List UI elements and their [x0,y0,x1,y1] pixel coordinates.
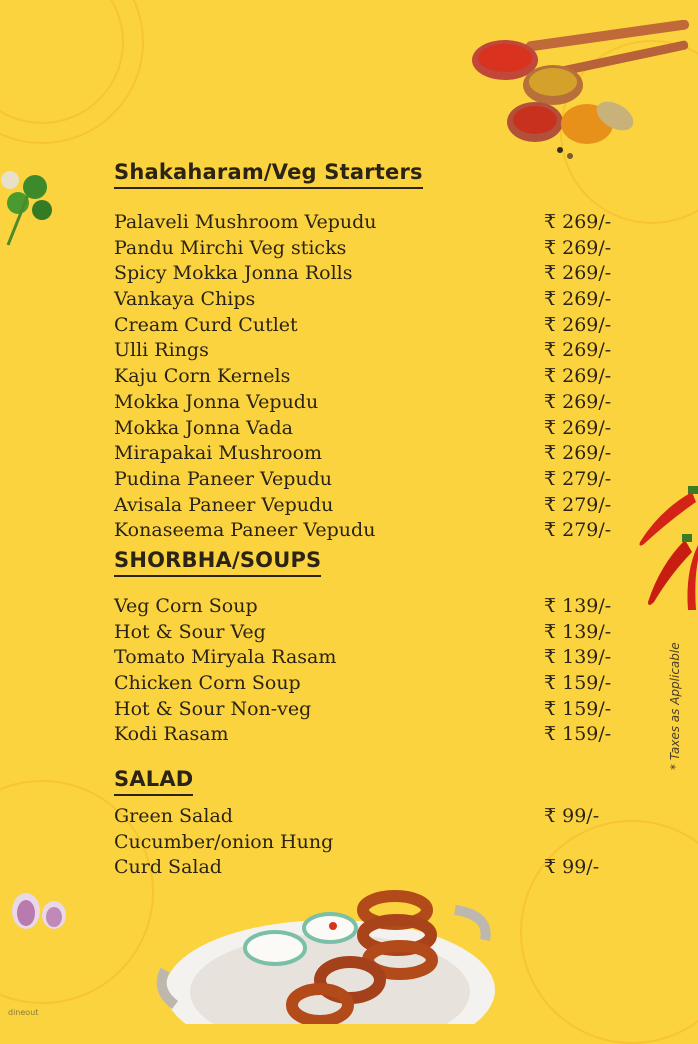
menu-item-name: Pudina Paneer Vepudu [114,467,332,490]
menu-item-name: Mokka Jonna Vada [114,416,293,439]
menu-item-row [114,493,634,519]
red-chilli-illustration [630,480,698,615]
menu-item-price: ₹ 269/- [544,211,612,233]
menu-item-row [114,518,634,544]
menu-item-name: Konaseema Paneer Vepudu [114,519,376,542]
menu-item-row [114,467,634,493]
menu-item-row [114,620,634,646]
menu-item-row [114,313,634,339]
menu-item-name: Vankaya Chips [114,288,256,311]
section-veg-starters [114,160,634,544]
menu-item-row [114,830,634,856]
menu-item-price: ₹ 139/- [544,646,612,669]
menu-item-name: Green Salad [114,805,233,827]
menu-item-row [114,261,634,287]
menu-item-name: Tomato Miryala Rasam [114,646,337,669]
garlic-illustration [4,885,74,935]
onion-rings-plate-illustration [155,880,500,1024]
coriander-leaf-illustration [0,165,60,255]
menu-list [114,594,634,748]
menu-item-row [114,210,634,236]
menu-item-row [114,236,634,262]
section-soups [114,548,634,748]
menu-item-price: ₹ 139/- [544,620,612,643]
menu-item-name: Cream Curd Cutlet [114,313,298,336]
menu-item-price: ₹ 269/- [544,416,612,439]
menu-item-row [114,804,634,830]
menu-item-price: ₹ 279/- [544,519,612,542]
menu-item-row [114,594,634,620]
menu-item-price: ₹ 99/- [544,805,600,827]
section-heading: Shakaharam/Veg Starters [114,160,423,189]
menu-item-row [114,722,634,748]
menu-item-name: Spicy Mokka Jonna Rolls [114,262,353,285]
menu-item-name: Kodi Rasam [114,723,229,746]
menu-item-name: Mirapakai Mushroom [114,442,323,465]
watermark: dineout [8,1008,39,1017]
menu-item-row [114,645,634,671]
menu-item-name: Kaju Corn Kernels [114,365,291,388]
menu-item-name: Chicken Corn Soup [114,672,301,695]
menu-item-price: ₹ 159/- [544,672,612,695]
spice-spoons-illustration [465,20,690,170]
menu-item-name: Veg Corn Soup [114,595,258,617]
menu-item-price: ₹ 159/- [544,697,612,720]
menu-item-name: Ulli Rings [114,339,209,362]
section-heading: SHORBHA/SOUPS [114,548,321,577]
menu-item-name: Hot & Sour Non-veg [114,697,312,720]
menu-item-price: ₹ 269/- [544,339,612,362]
menu-item-price: ₹ 269/- [544,262,612,285]
menu-item-price: ₹ 279/- [544,467,612,490]
menu-item-name: Palaveli Mushroom Vepudu [114,211,377,233]
menu-item-row [114,287,634,313]
menu-item-name: Avisala Paneer Vepudu [114,493,334,516]
menu-item-row [114,441,634,467]
menu-item-row [114,697,634,723]
menu-item-name: Cucumber/onion Hung [114,830,334,853]
menu-item-name: Hot & Sour Veg [114,620,266,643]
menu-item-name: Pandu Mirchi Veg sticks [114,236,347,259]
menu-item-row [114,416,634,442]
menu-item-price: ₹ 139/- [544,595,612,617]
menu-item-price: ₹ 269/- [544,288,612,311]
menu-item-price: ₹ 269/- [544,442,612,465]
menu-item-row [114,855,634,881]
menu-list [114,210,634,544]
menu-item-row [114,671,634,697]
menu-item-row [114,390,634,416]
section-heading: SALAD [114,767,193,796]
menu-item-price: ₹ 269/- [544,390,612,413]
menu-item-price: ₹ 269/- [544,236,612,259]
menu-item-price: ₹ 269/- [544,365,612,388]
taxes-note: * Taxes as Applicable [668,642,682,770]
menu-item-price: ₹ 99/- [544,856,600,879]
section-salad [114,767,634,881]
menu-list [114,804,634,881]
menu-item-price: ₹ 159/- [544,723,612,746]
menu-item-row [114,364,634,390]
menu-item-price: ₹ 279/- [544,493,612,516]
menu-item-price: ₹ 269/- [544,313,612,336]
menu-item-name: Curd Salad [114,856,222,879]
menu-item-name: Mokka Jonna Vepudu [114,390,319,413]
menu-item-row [114,338,634,364]
